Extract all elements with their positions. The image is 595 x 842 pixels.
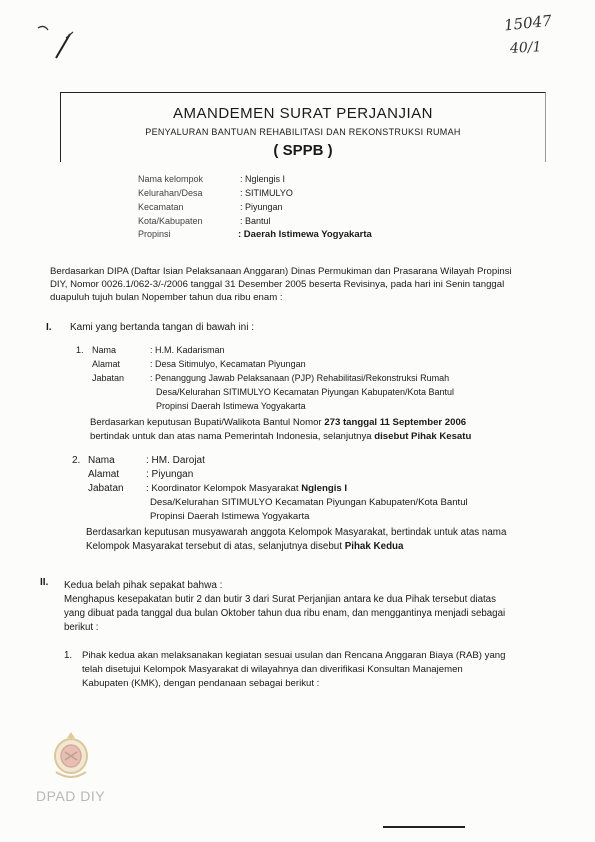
document-subtitle: PENYALURAN BANTUAN REHABILITASI DAN REKONSTRUKSI RUMAH xyxy=(145,127,461,137)
text-emphasis: Nglengis I xyxy=(301,483,348,494)
field-value: : HM. Darojat xyxy=(146,455,205,466)
text-emphasis: 273 tanggal 11 September 2006 xyxy=(324,417,467,428)
info-value: : Nglengis I xyxy=(240,174,286,184)
text-line: Kabupaten (KMK), dengan pendanaan sebagai berikut : xyxy=(82,678,320,689)
field-value: : Desa Sitimulyo, Kecamatan Piyungan xyxy=(150,359,306,369)
text-line: Berdasarkan keputusan musyawarah anggota Kelompok Masyarakat, bertindak untuk atas nama xyxy=(86,527,507,538)
text-line: Menghapus kesepakatan butir 2 dan butir 3 dari Surat Perjanjian antara ke dua Pihak tersebut diatas xyxy=(64,594,496,605)
field-value: Desa/Kelurahan SITIMULYO Kecamatan Piyungan Kabupaten/Kota Bantul xyxy=(156,387,455,397)
section-heading: Kami yang bertanda tangan di bawah ini : xyxy=(70,322,255,333)
field-label: Jabatan xyxy=(92,373,125,383)
text-fragment: Kelompok Masyarakat tersebut di atas, selanjutnya disebut xyxy=(86,541,342,552)
field-label: Nama xyxy=(88,455,115,466)
watermark-text: DPAD DIY xyxy=(36,788,106,804)
field-value xyxy=(146,483,347,494)
text-emphasis: Pihak Kedua xyxy=(344,541,404,552)
list-number: 2. xyxy=(72,455,81,466)
text-line: yang dibuat pada tanggal dua bulan Oktober tahun dua ribu enam, dan menggantinya menjadi sebagai xyxy=(64,608,506,619)
provincial-seal-logo xyxy=(50,730,92,782)
info-label: Kota/Kabupaten xyxy=(138,216,203,226)
text-line: DIY, Nomor 0026.1/062-3/-/2006 tanggal 31 Desember 2005 beserta Revisinya, pada hari ini Senin tanggal xyxy=(50,279,505,290)
field-label: Jabatan xyxy=(88,483,124,494)
field-value: : Piyungan xyxy=(146,469,194,480)
info-value: : Piyungan xyxy=(240,202,283,212)
document-header xyxy=(60,92,546,162)
section-numeral: II. xyxy=(40,577,49,588)
text-fragment: bertindak untuk dan atas nama Pemerintah Indonesia, selanjutnya xyxy=(90,431,372,442)
info-label: Propinsi xyxy=(138,229,171,239)
handwritten-page-number: 40/1 xyxy=(509,39,542,57)
info-value: : Daerah Istimewa Yogyakarta xyxy=(238,229,372,240)
text-emphasis: disebut Pihak Kesatu xyxy=(374,431,472,442)
document-code: ( SPPB ) xyxy=(273,142,333,159)
list-number: 1. xyxy=(64,650,73,661)
text-line xyxy=(90,417,466,428)
text-line: Pihak kedua akan melaksanakan kegiatan sesuai usulan dan Rencana Anggaran Biaya (RAB) yang xyxy=(82,650,506,661)
field-value: : H.M. Kadarisman xyxy=(150,345,225,355)
section-numeral: I. xyxy=(46,322,52,333)
info-label: Nama kelompok xyxy=(138,174,204,184)
list-number: 1. xyxy=(76,345,84,355)
info-label: Kelurahan/Desa xyxy=(138,188,203,198)
text-fragment: : Koordinator Kelompok Masyarakat xyxy=(146,483,299,494)
text-line: duapuluh tujuh bulan Nopember tahun dua ribu enam : xyxy=(50,292,283,303)
handwritten-number: 15047 xyxy=(503,11,553,35)
text-line xyxy=(86,541,404,552)
text-line xyxy=(90,431,471,442)
text-line: telah disetujui Kelompok Masyarakat di wilayahnya dan diverifikasi Konsultan Manajemen xyxy=(82,664,463,675)
field-label: Alamat xyxy=(88,469,120,480)
field-value: Desa/Kelurahan SITIMULYO Kecamatan Piyungan Kabupaten/Kota Bantul xyxy=(150,497,468,508)
info-value: : SITIMULYO xyxy=(240,188,293,198)
text-fragment: Berdasarkan keputusan Bupati/Walikota Bantul Nomor xyxy=(90,417,322,428)
field-label: Alamat xyxy=(92,359,121,369)
field-value: Propinsi Daerah Istimewa Yogyakarta xyxy=(156,401,306,411)
section-heading: Kedua belah pihak sepakat bahwa : xyxy=(64,580,223,591)
text-line: berikut : xyxy=(64,622,99,633)
info-label: Kecamatan xyxy=(138,202,184,212)
footer-rule xyxy=(383,826,465,828)
text-line: Berdasarkan DIPA (Daftar Isian Pelaksanaan Anggaran) Dinas Permukiman dan Prasarana Wilayah Propinsi xyxy=(50,266,512,277)
field-label: Nama xyxy=(92,345,117,355)
handwritten-scribble xyxy=(30,20,80,60)
info-value: : Bantul xyxy=(240,216,271,226)
document-title: AMANDEMEN SURAT PERJANJIAN xyxy=(173,105,433,122)
field-value: : Penanggung Jawab Pelaksanaan (PJP) Rehabilitasi/Rekonstruksi Rumah xyxy=(150,373,450,383)
field-value: Propinsi Daerah Istimewa Yogyakarta xyxy=(150,511,310,522)
